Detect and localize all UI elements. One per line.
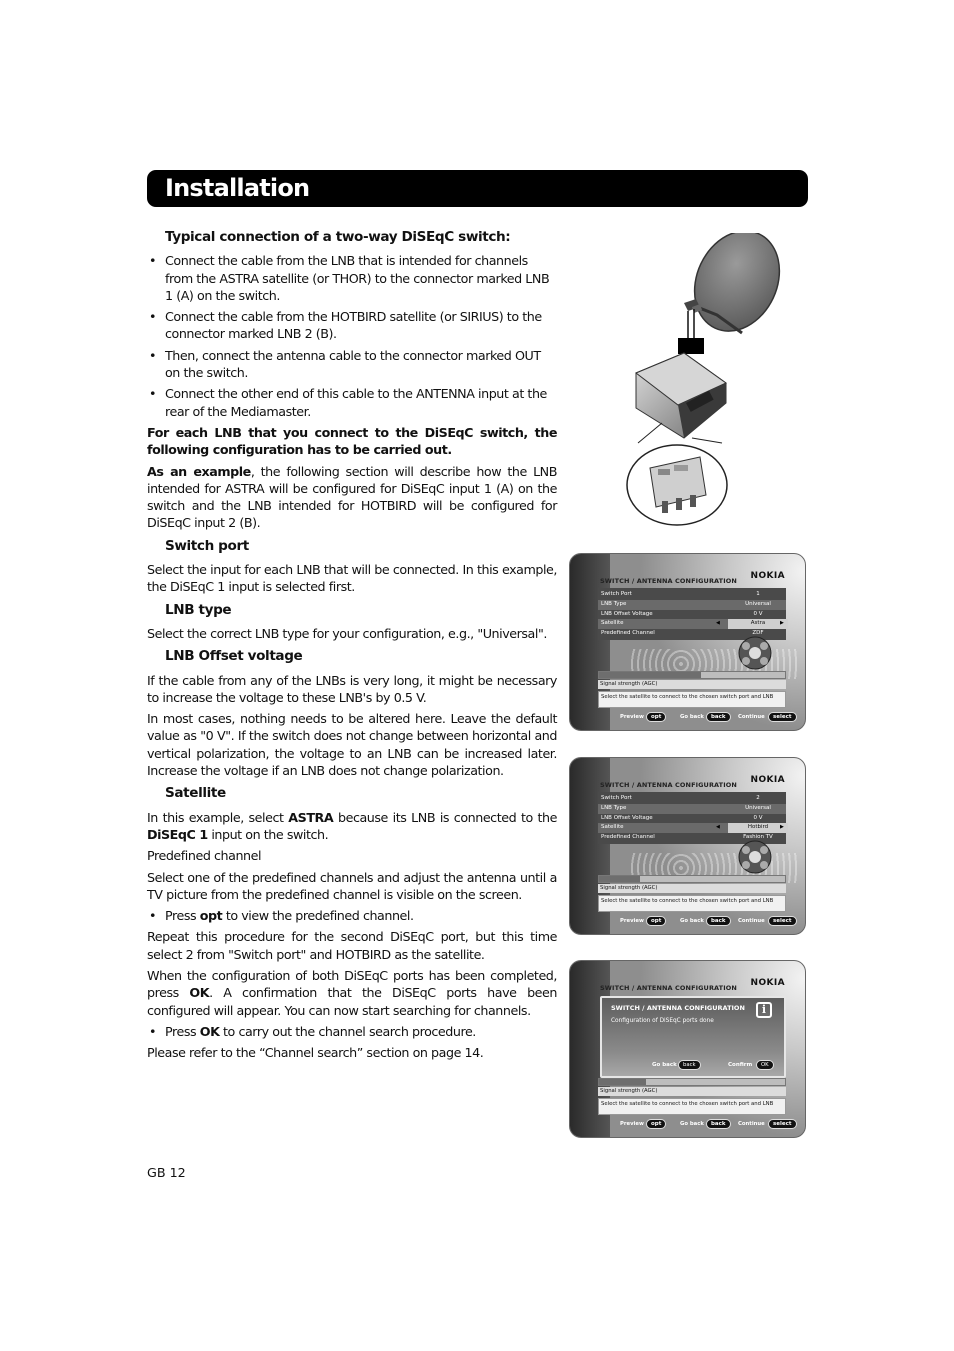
config-screen-port-1 — [569, 553, 806, 731]
preview-button[interactable]: Preview — [620, 1121, 644, 1127]
list-item: • Then, connect the antenna cable to the connector marked OUT on the switch. — [147, 347, 557, 382]
ok-key: OK — [199, 1023, 220, 1039]
lnb-offset-text-1: If the cable from any of the LNBs is very long, it might be necessary to increase the voltage to these LNB's by 0.5 V. — [147, 672, 557, 705]
row-label: Switch Port — [601, 795, 632, 801]
row-value: Universal — [745, 805, 771, 811]
button-bar — [570, 1119, 805, 1131]
row-switch-port[interactable] — [598, 794, 786, 804]
back-key[interactable]: back — [706, 1119, 731, 1129]
select-key[interactable]: select — [768, 712, 797, 722]
heading-switch-port: Switch port — [165, 537, 249, 554]
signal-strength-bar — [598, 1078, 786, 1086]
left-arrow-icon[interactable]: ◀ — [716, 824, 720, 830]
signal-strength-bar — [598, 875, 786, 883]
continue-button[interactable]: Continue — [738, 1121, 765, 1127]
row-value: 2 — [756, 795, 760, 801]
row-satellite[interactable] — [598, 619, 786, 629]
preview-button[interactable]: Preview — [620, 714, 644, 720]
list-item — [147, 1023, 557, 1040]
opt-key[interactable]: opt — [646, 916, 666, 926]
row-value: ZDF — [752, 630, 764, 636]
configuration-note: For each LNB that you connect to the DiSEqC switch, the following configuration has to be carried out. — [147, 424, 557, 458]
screen-title: SWITCH / ANTENNA CONFIGURATION — [600, 577, 737, 585]
heading-typical-connection: Typical connection of a two-way DiSEqC switch: — [165, 229, 511, 245]
row-label: LNB Type — [601, 805, 627, 811]
row-label: LNB Offset Voltage — [601, 815, 653, 821]
example-text: , the following section will describe how the LNB intended for ASTRA will be configured for DiSEqC input 1 (A) on the switch and the LNB intended for HOTBIRD will be configured for DiSEqC input 2 (B). — [147, 463, 557, 531]
opt-key: opt — [199, 908, 223, 924]
switch-port-text: Select the input for each LNB that will be connected. In this example, the DiSEqC 1 input is selected first. — [147, 562, 557, 595]
diseqc-switch-icon — [627, 445, 727, 525]
row-label: LNB Offset Voltage — [601, 611, 653, 617]
dialog-message: Configuration of DiSEqC ports done — [611, 1018, 714, 1024]
signal-strength-label: Signal strength (AGC) — [598, 884, 786, 893]
receiver-box-icon — [636, 353, 726, 438]
row-value: Universal — [745, 601, 771, 607]
signal-strength-label: Signal strength (AGC) — [598, 680, 786, 689]
text-part: Press — [165, 1023, 200, 1039]
row-label: Predefined Channel — [601, 834, 655, 840]
opt-key[interactable]: opt — [646, 1119, 666, 1129]
brand-logo: NOKIA — [750, 571, 785, 581]
press-ok-list — [147, 1023, 557, 1040]
right-arrow-icon[interactable]: ▶ — [780, 824, 784, 830]
list-item — [147, 907, 557, 924]
go-back-button[interactable]: Go back — [680, 1121, 704, 1127]
dialog-title: SWITCH / ANTENNA CONFIGURATION — [611, 1004, 745, 1012]
config-screen-port-2 — [569, 757, 806, 935]
heading-lnb-type: LNB type — [165, 601, 232, 618]
signal-strength-bar — [598, 671, 786, 679]
left-arrow-icon[interactable]: ◀ — [716, 620, 720, 626]
astra-keyword: ASTRA — [288, 809, 334, 825]
satellite-text-part: In this example, select — [147, 809, 289, 825]
row-value: Astra — [728, 619, 788, 629]
go-back-button[interactable]: Go back — [680, 918, 704, 924]
info-icon: i — [756, 1002, 772, 1018]
repeat-text: Repeat this procedure for the second DiSEqC port, but this time select 2 from "Switch port" and HOTBIRD as the satellite. — [147, 929, 557, 962]
refer-text: Please refer to the “Channel search” section on page 14. — [147, 1045, 484, 1061]
main-text-column — [147, 229, 557, 1065]
select-key[interactable]: select — [768, 916, 797, 926]
predefined-channel-heading: Predefined channel — [147, 848, 262, 864]
row-lnb-type[interactable] — [598, 804, 786, 814]
row-switch-port[interactable] — [598, 590, 786, 600]
done-text — [147, 967, 557, 1019]
predefined-channel-text: Select one of the predefined channels and adjust the antenna until a TV picture from the predefined channel is visible on the screen. — [147, 869, 557, 902]
page-number: GB 12 — [147, 1165, 186, 1180]
dialog-back-key[interactable]: back — [678, 1060, 701, 1070]
dish-icon — [679, 233, 792, 345]
list-item: • Connect the cable from the HOTBIRD satellite (or SIRIUS) to the connector marked LNB 2 (B). — [147, 308, 557, 343]
row-label: Predefined Channel — [601, 630, 655, 636]
diseqc-keyword: DiSEqC 1 — [147, 826, 208, 842]
help-text: Select the satellite to connect to the chosen switch port and LNB — [598, 691, 786, 708]
row-label: LNB Type — [601, 601, 627, 607]
film-reel-icon — [728, 838, 782, 876]
row-value: 1 — [756, 591, 760, 597]
list-item: • Connect the other end of this cable to the ANTENNA input at the rear of the Mediamaster. — [147, 385, 557, 420]
confirmation-dialog — [600, 996, 786, 1078]
connection-steps-list — [147, 252, 557, 420]
text-part: When the configuration of both DiSEqC ports has been completed, press — [147, 967, 557, 1001]
text-part: Press — [165, 908, 200, 924]
back-key[interactable]: back — [706, 712, 731, 722]
text-part: . A confirmation that the DiSEqC ports have been configured will appear. You can now start searching for channels. — [147, 985, 557, 1018]
page-title: Installation — [147, 170, 808, 207]
continue-button[interactable]: Continue — [738, 918, 765, 924]
lnb-offset-text-2: In most cases, nothing needs to be altered here. Leave the default value as "0 V". If the switch does not change between horizontal and vertical polarization, the voltage to an LNB can be increased later. Increase the voltage if an LNB does not change polarization. — [147, 711, 557, 779]
dialog-go-back-button[interactable]: Go back — [652, 1062, 677, 1068]
press-opt-list — [147, 907, 557, 924]
film-reel-icon — [728, 634, 782, 672]
signal-strength-fill — [599, 876, 640, 882]
back-key[interactable]: back — [706, 916, 731, 926]
text-part: to carry out the channel search procedure. — [219, 1023, 476, 1039]
row-value: Fashion TV — [743, 834, 773, 840]
satellite-text-part: input on the switch. — [207, 826, 329, 842]
list-item: • Connect the cable from the LNB that is intended for channels from the ASTRA satellite (or THOR) to the connector marked LNB 1 (A) on the switch. — [147, 252, 557, 304]
continue-button[interactable]: Continue — [738, 714, 765, 720]
brand-logo: NOKIA — [750, 775, 785, 785]
button-bar — [570, 712, 805, 724]
screen-title: SWITCH / ANTENNA CONFIGURATION — [600, 984, 737, 992]
help-text: Select the satellite to connect to the chosen switch port and LNB — [598, 895, 786, 912]
config-screen-confirmation — [569, 960, 806, 1138]
text-part: to view the predefined channel. — [222, 908, 414, 924]
ok-key: OK — [189, 985, 210, 1001]
heading-satellite: Satellite — [165, 785, 226, 802]
lnb-type-text: Select the correct LNB type for your configuration, e.g., "Universal". — [147, 625, 547, 641]
row-label: Satellite — [601, 620, 624, 626]
satellite-dish-illustration — [622, 233, 792, 528]
brand-logo: NOKIA — [750, 978, 785, 988]
button-bar — [570, 916, 805, 928]
row-value: Hotbird — [728, 823, 788, 833]
satellite-text-part: because its LNB is connected to the — [333, 809, 557, 825]
row-value: 0 V — [753, 611, 763, 617]
help-text: Select the satellite to connect to the chosen switch port and LNB — [598, 1098, 786, 1115]
dialog-confirm-button[interactable]: Confirm — [728, 1062, 753, 1068]
row-lnb-type[interactable] — [598, 600, 786, 610]
row-label: Switch Port — [601, 591, 632, 597]
signal-strength-fill — [599, 1079, 646, 1085]
dialog-ok-key[interactable]: OK — [756, 1060, 774, 1070]
row-value: 0 V — [753, 815, 763, 821]
opt-key[interactable]: opt — [646, 712, 666, 722]
satellite-text — [147, 809, 557, 844]
row-label: Satellite — [601, 824, 624, 830]
example-lead: As an example — [147, 463, 251, 479]
row-satellite[interactable] — [598, 823, 786, 833]
heading-lnb-offset: LNB Offset voltage — [165, 648, 303, 665]
right-arrow-icon[interactable]: ▶ — [780, 620, 784, 626]
select-key[interactable]: select — [768, 1119, 797, 1129]
go-back-button[interactable]: Go back — [680, 714, 704, 720]
example-paragraph — [147, 463, 557, 532]
preview-button[interactable]: Preview — [620, 918, 644, 924]
signal-strength-label: Signal strength (AGC) — [598, 1087, 786, 1096]
screen-title: SWITCH / ANTENNA CONFIGURATION — [600, 781, 737, 789]
signal-strength-fill — [599, 672, 701, 678]
